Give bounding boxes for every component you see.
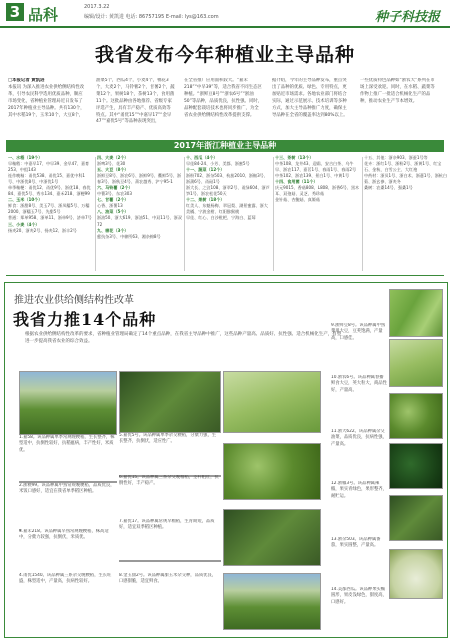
photo-10 xyxy=(223,443,321,500)
column-divider xyxy=(184,157,185,271)
column-divider xyxy=(362,157,363,271)
article-column-1 xyxy=(8,78,87,140)
article-column-3: 在全省推广应用面积较大。“嘉禾218”“中早39”等，适合我省不同生态区种植。“浙鲜豆8号”“浙农6号”“浙油50”等品种，品质优良，抗性强。同时，品种配套栽培技术也将同步推广，为全省农业供给侧结构性改革提供支撑。 xyxy=(184,78,263,118)
photo-caption: 9.浙鲜豆8号。该品种属中熟菜用大豆，豆荚饱满，产量高，口感佳。 xyxy=(331,323,386,341)
article-column-4: 据介绍，今年的主导品种发布，重点突出了品种的优质、绿色、专用特点，更加贴近市场需求。各地农业部门将结合实际，通过示范展示、技术培训等多种方式，加大主导品种推广力度，确保主导品种在全省的覆盖率达到80%以上。 xyxy=(272,78,348,118)
article-column-2: 油菜5个，西瓜4个，小麦4个，棉花3个，大麦2个，马铃薯2个，甘薯2个，蔬菜12个，果树18个，茶树13个，食用菌11个。这批品种由各地推荐、省级专家评选产生，具有丰产稳产、优质高效等特点。其中“甬优15”“中嘉早17”“金早47”“嘉优5号”等品种表现突出， xyxy=(96,78,175,125)
variety-list: 庆元9015、香菇808、L808、浙香6号、黑木耳、双孢菇、灵芝、秀珍菇 xyxy=(275,185,360,197)
photo-9 xyxy=(223,371,321,433)
category-heading: 七、甘薯（2个） xyxy=(97,197,129,203)
photo-pepper xyxy=(389,443,443,489)
feature-kicker: 推进农业供给侧结构性改革 xyxy=(14,295,134,306)
photo-1 xyxy=(19,371,117,435)
photo-rape xyxy=(389,393,443,439)
photo-caption: 7.嘉优17。该品种属常规早籼稻，生育期短，品质好，适宜双季稻区种植。 xyxy=(119,519,215,531)
table-column-4 xyxy=(275,155,360,273)
variety-list: 连作晚籼：甬优538、甬优15、嘉优中科1号、中浙优8号、中浙优1号 xyxy=(8,173,86,185)
article-text: 本报讯 为深入推进农业供给侧结构性改革，引导农民科学选用优质品种，顺应市场变化，省种植业管理局近日发布了2017年种植业主导品种。共有130个，其中水稻19个，玉米10个，大豆8个， xyxy=(8,84,85,118)
photo-caption: 6.嘉优15。该品种属三系杂交晚籼稻，茎秆粗壮，抗倒性好，丰产稳产。 xyxy=(119,475,219,487)
editor-contact: 编辑/设计: 黄凯进 电话: 86757195 E-mail: lys@163.com xyxy=(84,14,219,20)
photo-pods xyxy=(389,289,443,337)
column-divider xyxy=(273,157,274,271)
photo-caption: 13.浙杂503。该品种属番茄，果实圆整，产量高。 xyxy=(331,537,381,549)
category-heading: 二、玉米（10个） xyxy=(8,197,43,203)
variety-list: 金针菇、杏鲍菇、真姬菇 xyxy=(275,197,321,203)
variety-list: 花卉：浙红1号、浙粉2号、浙黄1号、红宝石、金秋、白雪公主、大红袍 xyxy=(364,161,442,173)
category-heading: 十、西瓜（4个） xyxy=(186,155,218,160)
photo-5 xyxy=(119,371,221,433)
photo-caption: 14.美都西瓜。该品种果实椭圆形，果皮浅绿色，甜度高，口感好。 xyxy=(331,587,387,605)
photo-caption: 11.浙大622。该品种属杂交油菜，品质优良，抗病性强，产量高。 xyxy=(331,429,387,447)
variety-list: 扬麦20、浙麦2号、扬麦12、浙丰2号 xyxy=(8,227,77,233)
variety-list: 十五、其他：浙杂903、浙蚕1号等 xyxy=(364,155,428,160)
photo-caption: 5.嘉优5号。该品种属单季杂交粳稻，分蘖力强，生长整齐，抗倒伏，适应性广。 xyxy=(119,433,217,445)
variety-list: 早佳84-24、小芳、美都、浙蜜5号 xyxy=(186,161,250,167)
category-heading: 十四、食用菌（11个） xyxy=(275,179,318,185)
column-divider xyxy=(95,157,96,271)
photo-caption: 12.浙椒3号。该品种属辣椒，果实青绿色，果形整齐，耐贮运。 xyxy=(331,481,387,499)
variety-list: 单季籼粳：甬优12、甬优9号、浙优18、春优84、嘉优5号、秀水134、嘉禾218、浙粳99 xyxy=(8,185,91,197)
variety-list: 浙油50、浙大619、浙油51、中双11号、浙双72 xyxy=(97,215,182,227)
table-column-2 xyxy=(97,155,182,273)
variety-list: 中药材：浙贝1号、浙白术、浙薏1号、浙杭白菊、浙玄参、浙麦冬 xyxy=(364,173,447,185)
photo-caption: 2.浙粳99。该品种属中熟常规晚粳稻，品质优良，米饭口感好，适宜在我省单季稻区种植。 xyxy=(19,483,115,495)
variety-list: 早籼稻：中嘉早17、中早39、金早47、嘉育253、中组143 xyxy=(8,161,90,173)
feature-lead: 根据农业供给侧结构性改革的要求，省种植业管理局确定了14个重点品种，在我省主导品种中推广，这些品种产量高、品质好、抗性强、适合机械化生产，有望进一步提高我省农业的综合效益。 xyxy=(25,332,342,344)
photo-caption: 8.金玉甜2号。该品种属甜玉米杂交种，品质优良，口感甜脆，适宜鲜食。 xyxy=(119,573,217,585)
page-number: 3 xyxy=(6,3,24,21)
table-column-1 xyxy=(8,155,93,273)
variety-list: 鲜食：浙甜8号、美玉7号、浙凤糯5号、万糯2000、浙糯玉7号、先甜5号 xyxy=(8,203,90,215)
variety-list: 浙粉702、浙杂503、杭茄2010、浙椒3号、浙蒲6号、甬砧1号 xyxy=(186,173,268,185)
table-column-3 xyxy=(186,155,271,273)
photo-tomato xyxy=(389,495,443,541)
newspaper-logo: 种子科技报 xyxy=(374,10,440,25)
article-column-5: 一些优质特色品种如“浙农大”系列在市场上深受欢迎。同时，在水稻、蔬菜等作物上推广一批适合机械化生产的品种，推动农业生产节本增效。 xyxy=(360,78,435,104)
variety-list: 中茶102、浙农139、景白1号、中黄1号 xyxy=(275,173,350,179)
category-heading: 六、马铃薯（2个） xyxy=(97,185,133,191)
issue-date: 2017.3.22 xyxy=(84,4,110,10)
category-heading: 八、油菜（5个） xyxy=(97,209,129,215)
variety-list: 早佳、红心、白沙枇杷、宁海白、蓝莓 xyxy=(186,215,256,221)
category-heading: 十二、果树（18个） xyxy=(186,197,225,203)
variety-table xyxy=(6,153,447,276)
variety-list: 慈抗杂3号、中棉所63、湘杂棉8号 xyxy=(97,233,161,239)
variety-list: 中薯3号、东农303 xyxy=(97,191,132,197)
main-headline: 我省发布今年种植业主导品种 xyxy=(94,44,355,66)
photo-11 xyxy=(223,509,321,566)
main-article xyxy=(8,78,444,140)
variety-list: 桑树：农桑14号、强桑1号 xyxy=(364,185,413,191)
photo-soy xyxy=(389,339,443,387)
photo-caption: 1.嘉58。该品种属单季常规晚粳稻，生长整齐，株型适中，抗倒性较好，抗稻瘟病，丰产性好，米质优。 xyxy=(19,435,115,453)
photo-caption: 3.嘉禾218。该品种属早熟常规晚粳稻，株高适中，分蘖力较强，抗倒伏，米质优。 xyxy=(19,529,109,541)
category-heading: 四、大麦（2个） xyxy=(97,155,129,160)
category-heading: 五、大豆（8个） xyxy=(97,167,129,173)
page-header xyxy=(0,0,450,28)
photo-12 xyxy=(223,573,321,630)
byline: □本报记者 黄凯进 xyxy=(8,78,45,83)
table-column-5 xyxy=(364,155,449,273)
category-heading: 九、棉花（3个） xyxy=(97,227,129,233)
variety-list: 浙鲜豆8号、浙农6号、浙鲜9号、衢鲜5号、浙春3号、浙秋豆4号、萧农越秀、沪宁95-1 xyxy=(97,173,182,185)
category-heading: 十三、茶树（13个） xyxy=(275,155,314,160)
feature-headline: 我省力推14个品种 xyxy=(13,310,157,329)
variety-list: 心香、浙薯13 xyxy=(97,203,123,209)
variety-list: 中茶108、龙井43、迎霜、安吉白茶、乌牛早、浙农117、嘉茗1号、春雨1号、春雨2号 xyxy=(275,161,357,173)
variety-list: 浙啤3号、花30 xyxy=(97,161,126,167)
photo-caption: 4.甬优1540。该品种属三系杂交晚粳稻，生长旺盛，株型适中，产量高，抗病性较好。 xyxy=(19,573,112,585)
section-title: 品科 xyxy=(28,6,59,24)
photo-caption: 10.浙农6号。该品种属春播鲜食大豆，荚大粒大，商品性好，产量高。 xyxy=(331,375,387,393)
category-heading: 三、小麦（4个） xyxy=(8,221,40,227)
variety-list: 浙大长、之豇108、浙翠2号、甬绿604、浙芦笋1号、浙农松花50天 xyxy=(186,185,270,197)
variety-list: 红美人、东魁杨梅、翠冠梨、湖景蜜露、浙大美橘、宁波金柑、红阳猕猴桃 xyxy=(186,203,268,215)
feature-section xyxy=(4,282,448,638)
photo-melon xyxy=(389,549,443,599)
category-heading: 一、水稻（19个） xyxy=(8,155,43,160)
table-title: 2017年浙江种植业主导品种 xyxy=(6,140,444,152)
photo-8 xyxy=(119,560,221,562)
category-heading: 十一、蔬菜（12个） xyxy=(186,167,225,173)
variety-list: 普通：郑单958、浙单11、浙单9号、济单7号 xyxy=(8,215,92,221)
